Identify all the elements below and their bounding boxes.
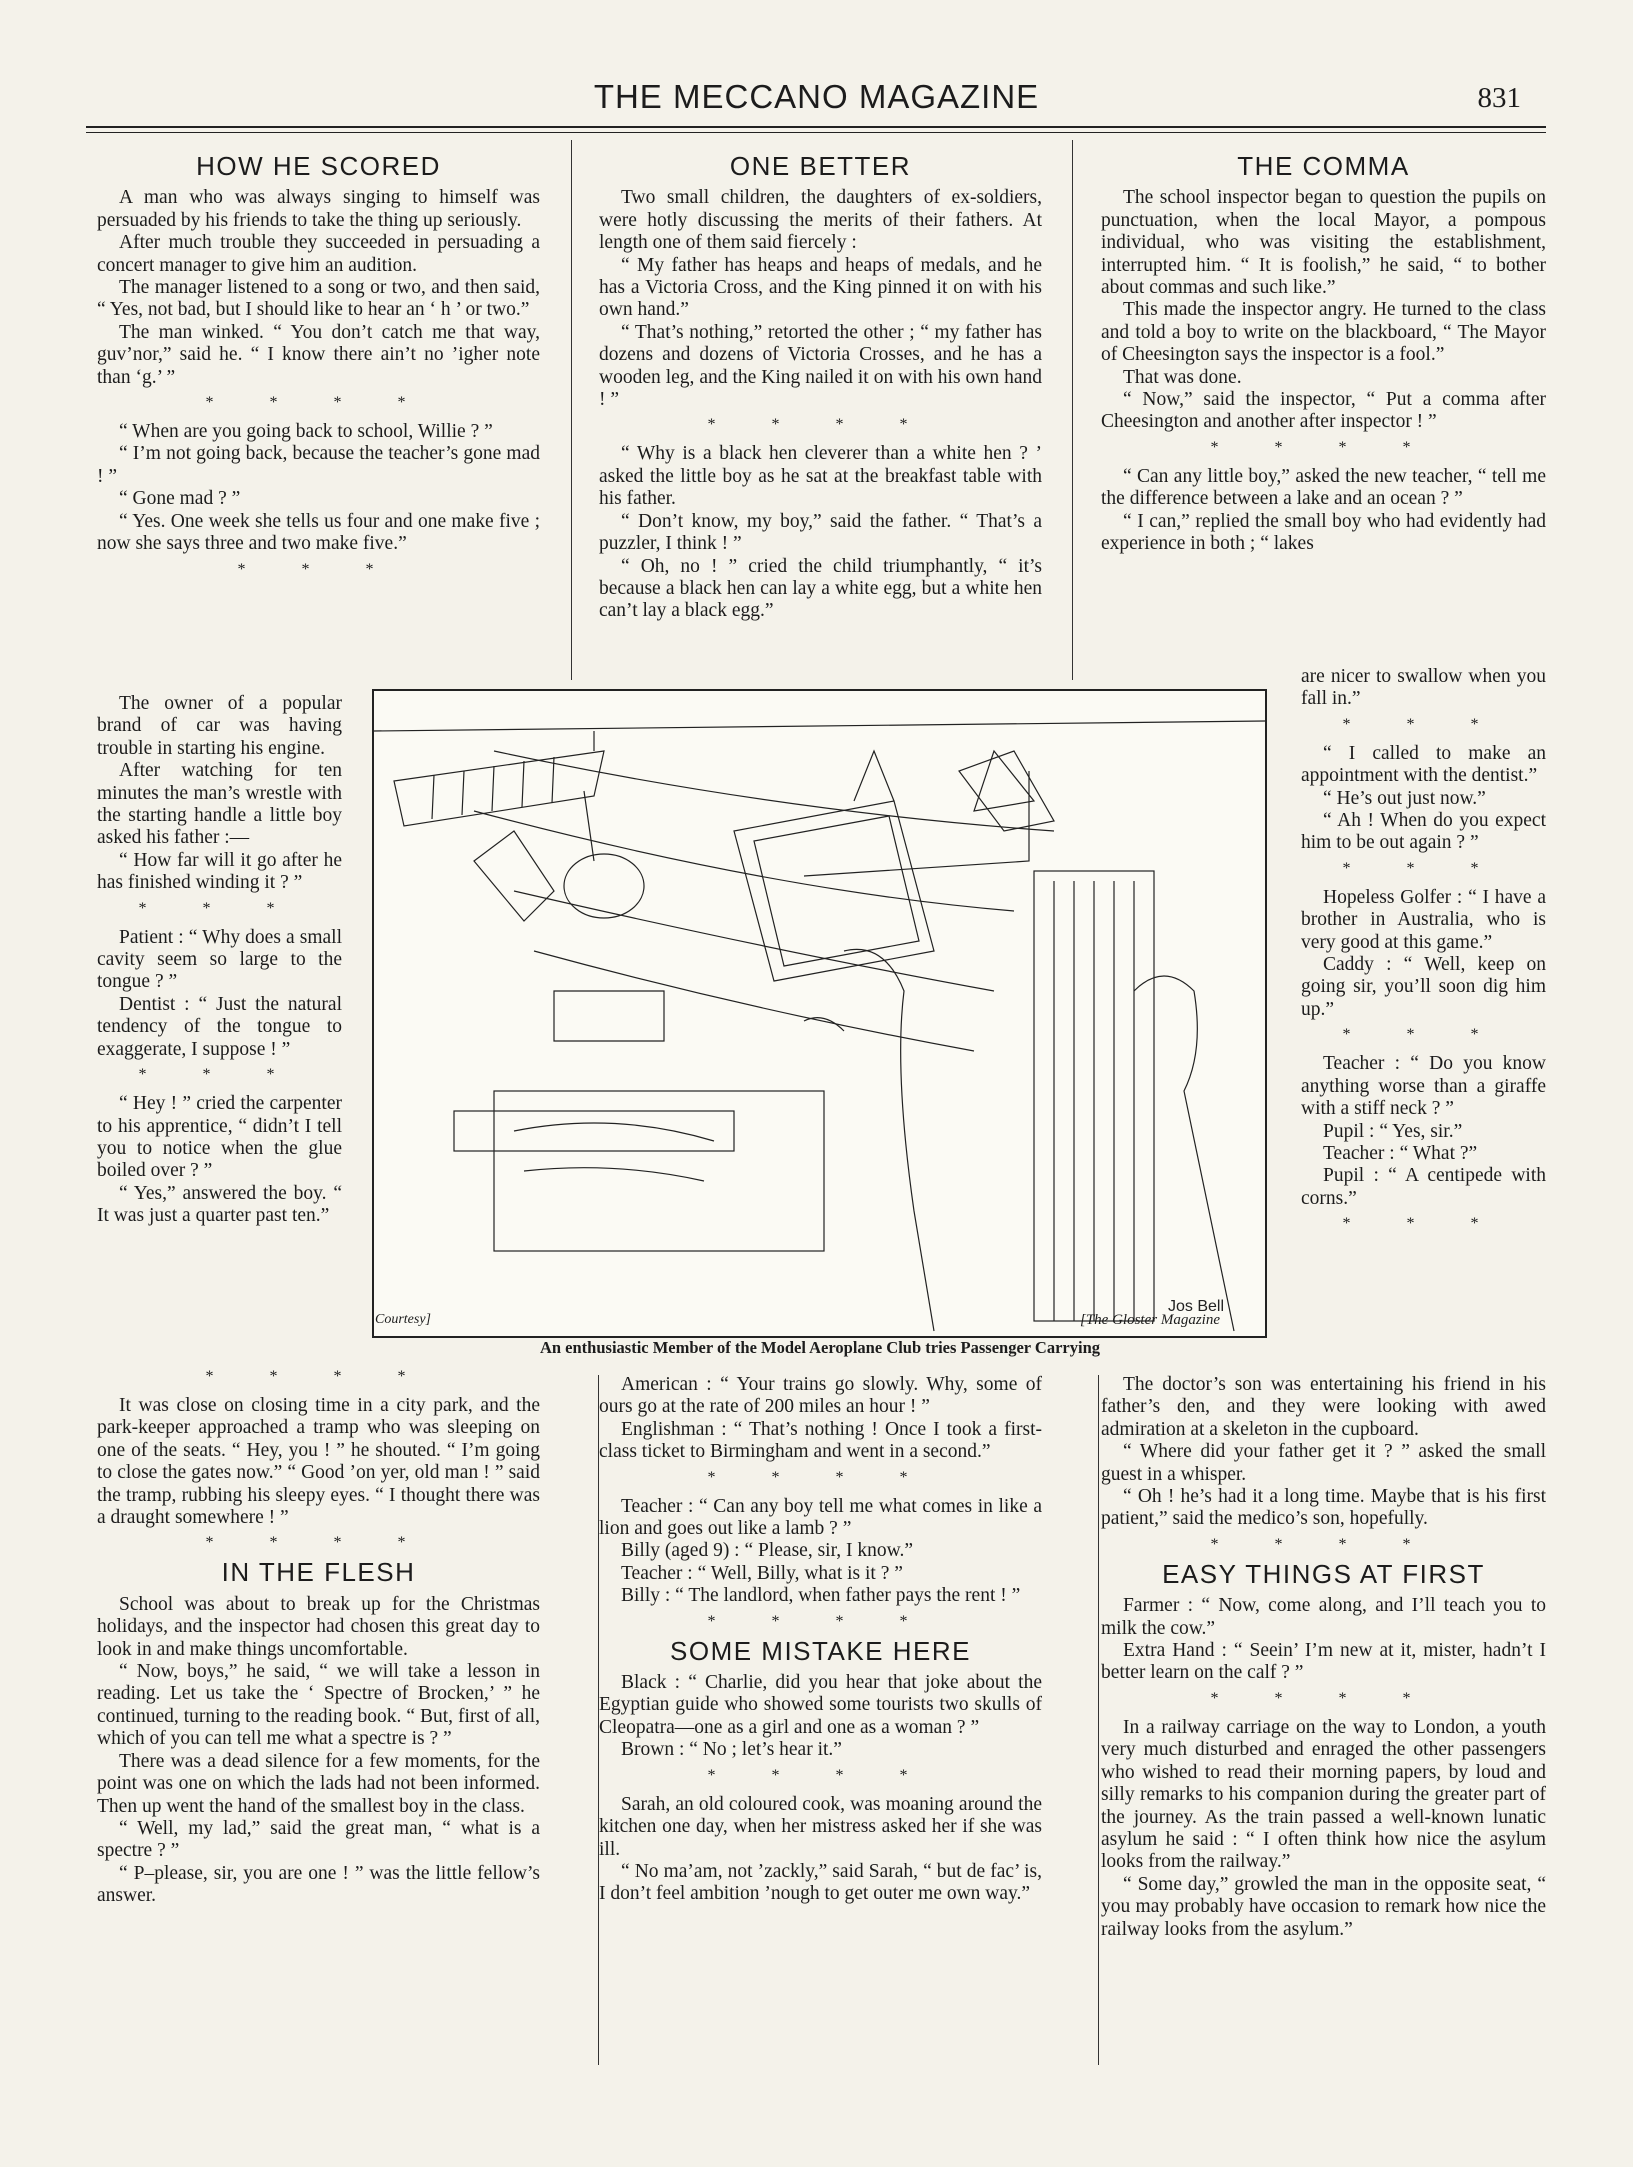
section-separator: * * * — [138, 899, 301, 917]
article-heading: THE COMMA — [1237, 151, 1410, 181]
section-separator: * * * — [1342, 1026, 1505, 1044]
paragraph: “ He’s out just now.” — [1323, 787, 1486, 809]
paragraph: Hopeless Golfer : “ I have a brother in Australia, who is very good at this game.” — [1301, 886, 1546, 953]
section-separator: * * * * — [707, 416, 934, 434]
paragraph: “ Ah ! When do you expect him to be out again ? ” — [1301, 810, 1546, 854]
article-heading: HOW HE SCORED — [196, 151, 441, 181]
section-separator: * * * * — [205, 394, 432, 412]
column-2-bottom — [599, 1374, 1042, 1906]
page-number: 831 — [1477, 82, 1521, 114]
section-separator: * * * — [1342, 715, 1505, 733]
artist-signature: Jos Bell — [1167, 1298, 1224, 1315]
article-heading: ONE BETTER — [729, 151, 912, 181]
header-rule — [86, 126, 1546, 128]
paragraph: Teacher : “ Well, Billy, what is it ? ” — [621, 1562, 903, 1584]
paragraph: It was close on closing time in a city park, and the park-keeper approached a tramp who was sleeping on one of the seats. “ Hey, you ! ” he shouted. “ I’m going to close the gates now.” “ Good ’on yer, old man ! ” said the tramp, rubbing his sleepy eyes. “ I thought there was a draught somewhere ! ” — [97, 1395, 540, 1529]
paragraph: Teacher : “ Can any boy tell me what comes in like a lion and goes out like a lamb ? ” — [599, 1495, 1042, 1540]
paragraph: “ I can,” replied the small boy who had evidently had experience in both ; “ lakes — [1101, 510, 1546, 555]
paragraph: “ Where did your father get it ? ” asked the small guest in a whisper. — [1101, 1441, 1546, 1485]
section-separator: * * * * — [1210, 1535, 1437, 1553]
paragraph: Billy (aged 9) : “ Please, sir, I know.” — [621, 1540, 914, 1562]
paragraph: “ When are you going back to school, Willie ? ” — [119, 421, 493, 443]
column-3-top — [1101, 151, 1546, 556]
paragraph: “ Well, my lad,” said the great man, “ what is a spectre ? ” — [97, 1817, 540, 1862]
paragraph: There was a dead silence for a few moments, for the point was one on which the lads had not been informed. Then up went the hand of the smallest boy in the class. — [97, 1750, 540, 1817]
paragraph: The school inspector began to question the pupils on punctuation, when the local Mayor, a pompous individual, who was visiting the establishment, interrupted him. “ It is foolish,” he said, “ to bother about commas and such like.” — [1101, 187, 1546, 299]
paragraph: Teacher : “ What ?” — [1323, 1142, 1478, 1164]
paragraph: “ How far will it go after he has finished winding it ? ” — [97, 849, 342, 894]
paragraph: A man who was always singing to himself was persuaded by his friends to take the thing up seriously. — [97, 187, 540, 231]
paragraph: “ Yes. One week she tells us four and one make five ; now she says three and two make five.” — [97, 510, 540, 555]
section-separator: * * * * — [707, 1468, 934, 1486]
paragraph: “ No ma’am, not ’zackly,” said Sarah, “ but de fac’ is, I don’t feel ambition ’nough to get outer me own way.” — [599, 1860, 1042, 1905]
section-separator: * * * * — [1210, 1689, 1437, 1707]
paragraph: “ P–please, sir, you are one ! ” was the little fellow’s answer. — [97, 1862, 540, 1907]
column-divider — [571, 140, 572, 680]
paragraph: “ Now, boys,” he said, “ we will take a lesson in reading. Let us take the ‘ Spectre of Brocken,’ ” he continued, turning to the reading book. “ But, first of all, which of you can tell me what a spectre is ? ” — [97, 1661, 540, 1750]
section-separator: * * * * — [707, 1612, 934, 1630]
paragraph: “ Oh, no ! ” cried the child triumphantly, “ it’s because a black hen can lay a white egg, but a white hen can’t lay a black egg.” — [599, 555, 1042, 622]
paragraph: In a railway carriage on the way to London, a youth very much disturbed and enraged the other passengers who wished to read their morning papers, by loud and silly remarks to his companion during the greater part of the journey. As the train passed a well-known lunatic asylum he said : “ I often think how nice the asylum looks from the railway.” — [1101, 1716, 1546, 1873]
paragraph: Patient : “ Why does a small cavity seem so large to the tongue ? ” — [97, 926, 342, 993]
paragraph: “ Can any little boy,” asked the new teacher, “ tell me the difference between a lake and an ocean ? ” — [1101, 465, 1546, 510]
column-1-top — [97, 151, 540, 588]
paragraph: Extra Hand : “ Seein’ I’m new at it, mister, hadn’t I better learn on the calf ? ” — [1101, 1640, 1546, 1684]
paragraph: Pupil : “ A centipede with corns.” — [1301, 1165, 1546, 1209]
cartoon-illustration — [372, 689, 1267, 1338]
column-2-top — [599, 151, 1042, 623]
magazine-title: THE MECCANO MAGAZINE — [593, 78, 1040, 115]
column-divider — [1072, 140, 1073, 680]
section-separator: * * * — [237, 560, 400, 578]
paragraph: Farmer : “ Now, come along, and I’ll teach you to milk the cow.” — [1101, 1595, 1546, 1639]
paragraph: “ Some day,” growled the man in the opposite seat, “ you may probably have occasion to remark how nice the railway looks from the asylum.” — [1101, 1873, 1546, 1940]
section-separator: * * * — [1342, 1215, 1505, 1233]
section-separator: * * * — [1342, 859, 1505, 877]
section-separator: * * * — [138, 1066, 301, 1084]
paragraph: “ Gone mad ? ” — [119, 488, 241, 510]
paragraph: “ I called to make an appointment with the dentist.” — [1301, 742, 1546, 787]
cartoon-drawing — [374, 691, 1265, 1336]
paragraph: After watching for ten minutes the man’s wrestle with the starting handle a little boy asked his father :— — [97, 760, 342, 849]
paragraph: “ Why is a black hen cleverer than a white hen ? ’ asked the little boy as he sat at the breakfast table with his father. — [599, 443, 1042, 510]
paragraph: “ I’m not going back, because the teacher’s gone mad ! ” — [97, 443, 540, 487]
paragraph: “ Yes,” answered the boy. “ It was just a quarter past ten.” — [97, 1182, 342, 1227]
paragraph: Dentist : “ Just the natural tendency of the tongue to exaggerate, I suppose ! ” — [97, 993, 342, 1060]
paragraph: The doctor’s son was entertaining his friend in his father’s den, and they were looking with awed admiration at a skeleton in the cupboard. — [1101, 1374, 1546, 1440]
column-3-narrow — [1301, 666, 1546, 1242]
figure-caption: An enthusiastic Member of the Model Aeroplane Club tries Passenger Carrying — [539, 1338, 1101, 1357]
masthead — [0, 78, 1633, 122]
paragraph: This made the inspector angry. He turned to the class and told a boy to write on the blackboard, “ The Mayor of Cheesington says the inspector is a fool.” — [1101, 299, 1546, 366]
article-heading: IN THE FLESH — [221, 1557, 416, 1588]
paragraph: Englishman : “ That’s nothing ! Once I took a first-class ticket to Birmingham and went in a second.” — [599, 1418, 1042, 1463]
paragraph: The manager listened to a song or two, and then said, “ Yes, not bad, but I should like to hear an ‘ h ’ or two.” — [97, 277, 540, 321]
paragraph: School was about to break up for the Christmas holidays, and the inspector had chosen this great day to look in and make things uncomfortable. — [97, 1593, 540, 1660]
column-1-narrow — [97, 693, 342, 1228]
paragraph: Two small children, the daughters of ex-soldiers, were hotly discussing the merits of their fathers. At length one of them said fiercely : — [599, 187, 1042, 254]
paragraph: “ Hey ! ” cried the carpenter to his apprentice, “ didn’t I tell you to notice when the glue boiled over ? ” — [97, 1093, 342, 1182]
paragraph: are nicer to swallow when you fall in.” — [1301, 666, 1546, 710]
column-divider — [1098, 1375, 1099, 2065]
column-1-bottom — [97, 1363, 540, 1908]
paragraph: Teacher : “ Do you know anything worse than a giraffe with a stiff neck ? ” — [1301, 1053, 1546, 1120]
section-separator: * * * * — [707, 1766, 934, 1784]
paragraph: After much trouble they succeeded in persuading a concert manager to give him an audition. — [97, 232, 540, 276]
article-heading: SOME MISTAKE HERE — [670, 1635, 971, 1666]
paragraph: “ My father has heaps and heaps of medals, and he has a Victoria Cross, and the King pinned it on with his own hand.” — [599, 254, 1042, 321]
paragraph: “ Don’t know, my boy,” said the father. “ That’s a puzzler, I think ! ” — [599, 510, 1042, 555]
section-separator: * * * * — [205, 1534, 432, 1552]
paragraph: Pupil : “ Yes, sir.” — [1323, 1120, 1463, 1142]
paragraph: Brown : “ No ; let’s hear it.” — [621, 1739, 842, 1761]
section-separator: * * * * — [205, 1368, 432, 1385]
article-heading: EASY THINGS AT FIRST — [1162, 1558, 1485, 1589]
paragraph: That was done. — [1123, 366, 1242, 388]
paragraph: Black : “ Charlie, did you hear that joke about the Egyptian guide who showed some tourists two skulls of Cleopatra—one as a girl and one as a woman ? ” — [599, 1672, 1042, 1738]
paragraph: Caddy : “ Well, keep on going sir, you’ll soon dig him up.” — [1301, 954, 1546, 1020]
paragraph: American : “ Your trains go slowly. Why, some of ours go at the rate of 200 miles an hour ! ” — [599, 1374, 1042, 1418]
paragraph: Sarah, an old coloured cook, was moaning around the kitchen one day, when her mistress asked her if she was ill. — [599, 1793, 1042, 1860]
header-rule-thin — [86, 132, 1546, 133]
credit-right: [The Gloster Magazine — [1080, 1312, 1220, 1328]
paragraph: “ Now,” said the inspector, “ Put a comma after Cheesington and another after inspector ! ” — [1101, 389, 1546, 433]
section-separator: * * * * — [1210, 438, 1437, 456]
paragraph: The owner of a popular brand of car was having trouble in starting his engine. — [97, 693, 342, 759]
paragraph: “ That’s nothing,” retorted the other ; “ my father has dozens and dozens of Victoria Crosses, and he has a wooden leg, and the King nailed it on with his own hand ! ” — [599, 321, 1042, 411]
paragraph: Billy : “ The landlord, when father pays the rent ! ” — [621, 1585, 1021, 1607]
column-3-bottom — [1101, 1374, 1546, 1941]
credit-left: Courtesy] — [375, 1312, 431, 1327]
paragraph: “ Oh ! he’s had it a long time. Maybe that is his first patient,” said the medico’s son, hopefully. — [1101, 1486, 1546, 1530]
paragraph: The man winked. “ You don’t catch me that way, guv’nor,” said he. “ I know there ain’t no ’igher note than ‘g.’ ” — [97, 321, 540, 388]
